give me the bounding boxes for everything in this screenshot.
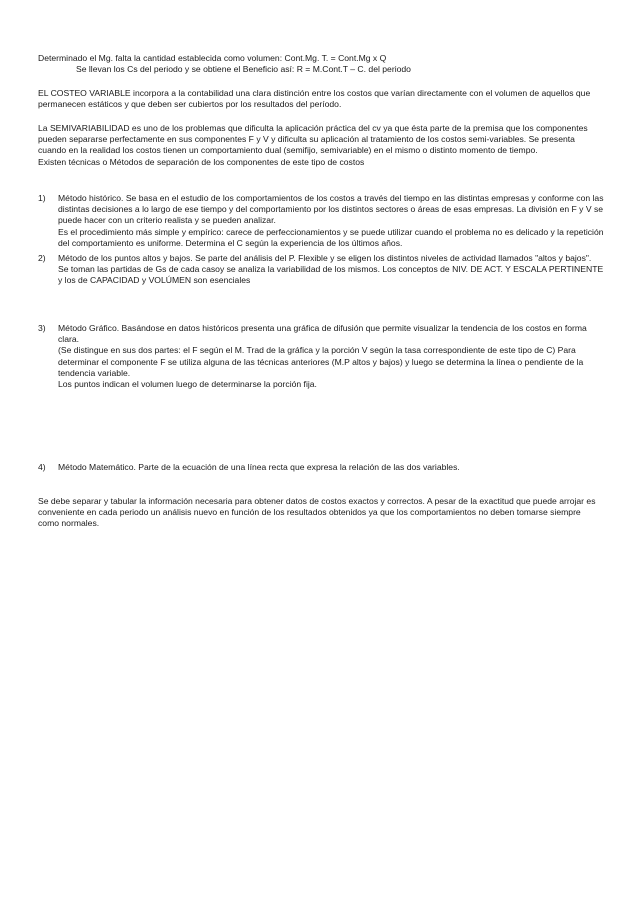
method-2-number: 2) [38,253,46,263]
intro-line-2: Se llevan los Cs del periodo y se obtiene el Beneficio así: R = M.Cont.T – C. del periodo [76,64,411,75]
method-3-text-3: Los puntos indican el volumen luego de determinarse la porción fija. [58,379,317,390]
semivariabilidad-paragraph [38,123,604,168]
intro-line-1: Determinado el Mg. falta la cantidad establecida como volumen: Cont.Mg. T. = Cont.Mg x Q [38,53,387,63]
method-4-text-1: Método Matemático. Parte de la ecuación de una línea recta que expresa la relación de las dos variables. [58,462,460,472]
method-1 [38,193,604,249]
method-3 [38,323,604,390]
semivariabilidad-text: La SEMIVARIABILIDAD es uno de los problemas que dificulta la aplicación práctica del cv ya que ésta parte de la premisa que los componentes pueden separarse perfectamente en sus componentes F y V y dificulta su aplicación al tratamiento de los costos semi-variables. Se presenta cuando en la realidad los costos tienen un comportamiento dual (semifijo, semivariable) en el mismo o distinto momento de tiempo. [38,123,588,156]
intro-paragraph [38,53,604,75]
method-4 [38,462,604,473]
method-3-text-1: Método Gráfico. Basándose en datos históricos presenta una gráfica de difusión que permite visualizar la tendencia de los costos en forma clara. [58,323,587,345]
costeo-variable-paragraph: EL COSTEO VARIABLE incorpora a la contabilidad una clara distinción entre los costos que varían directamente con el volumen de aquellos que permanecen estáticos y que deben ser cubiertos por los resultados del período. [38,88,591,110]
method-1-text-1: Método histórico. Se basa en el estudio de los comportamientos de los costos a través del tiempo en las distintas empresas y conforme con las distintas decisiones a lo largo de ese tiempo y del comportamiento por los distintos sectores o áreas de esas empresas. La división en F y V se puede hacer con un criterio realista y se pueden analizar. [58,193,604,226]
method-3-text-2: (Se distingue en sus dos partes: el F según el M. Trad de la gráfica y la porción V según la tasa correspondiente de este tipo de C) Para determinar el componente F se utiliza alguna de las técnicas anteriores (M.P altos y bajos) y luego se determina la línea o pendiente de la tendencia variable. [58,345,584,378]
conclusion-paragraph: Se debe separar y tabular la información necesaria para obtener datos de costos exactos y correctos. A pesar de la exactitud que puede arrojar es conveniente en cada periodo un análisis nuevo en función de los resultados obtenidos ya que los comportamientos no deben tomarse siempre como normales. [38,496,596,529]
method-2-text-1: Método de los puntos altos y bajos. Se parte del análisis del P. Flexible y se eligen los distintos niveles de actividad llamados "altos y bajos". Se toman las partidas de Gs de cada casoy se analiza la variabilidad de los mismos. Los conceptos de NIV. DE ACT. Y ESCALA PERTINENTE y los de CAPACIDAD y VOLÚMEN son esenciales [58,253,604,286]
tecnicas-text: Existen técnicas o Métodos de separación de los componentes de este tipo de costos [38,156,365,167]
method-3-number: 3) [38,323,46,333]
method-4-number: 4) [38,462,46,472]
method-1-text-2: Es el procedimiento más simple y empírico: carece de perfeccionamientos y se puede utilizar cuando el problema no es delicado y la repetición del comportamiento es uniforme. Determina el C según la experiencia de los últimos años. [58,226,604,248]
method-1-number: 1) [38,193,46,203]
method-2 [38,253,604,287]
